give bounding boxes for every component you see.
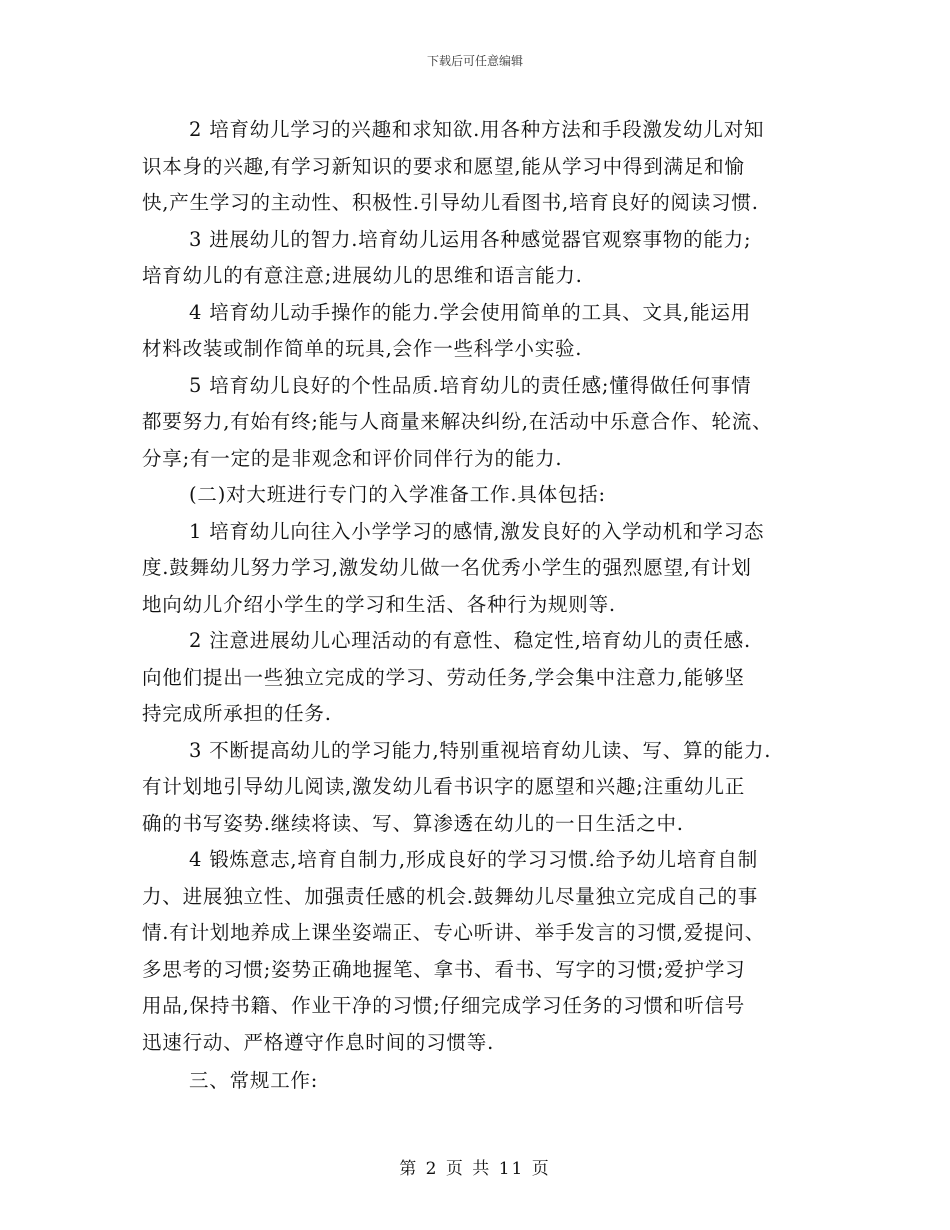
text-line: 4 培育幼儿动手操作的能力.学会使用简单的工具、文具,能运用 [189, 300, 752, 324]
text-line: 持完成所承担的任务. [142, 702, 332, 725]
text-line: 有计划地引导幼儿阅读,激发幼儿看书识字的愿望和兴趣;注重幼儿正 [142, 775, 746, 798]
text-line: 2 注意进展幼儿心理活动的有意性、稳定性,培育幼儿的责任感. [189, 629, 752, 652]
text-line: 1 培育幼儿向往入小学学习的感情,激发良好的入学动机和学习态 [189, 519, 765, 543]
text-line: 地向幼儿介绍小学生的学习和生活、各种行为规则等. [142, 592, 616, 616]
text-line: 都要努力,有始有终;能与人商量来解决纠纷,在活动中乐意合作、轮流、 [142, 410, 773, 433]
section-heading-2 [142, 477, 832, 514]
text-line: 用品,保持书籍、作业干净的习惯;仔细完成学习任务的习惯和听信号 [142, 994, 746, 1017]
paragraph-item-4 [142, 295, 832, 368]
text-line: 培育幼儿的有意注意;进展幼儿的思维和语言能力. [142, 264, 583, 287]
page-header: 下载后可任意编辑 [426, 54, 523, 68]
text-line: 向他们提出一些独立完成的学习、劳动任务,学会集中注意力,能够坚 [142, 665, 745, 689]
text-line: 2 培育幼儿学习的兴趣和求知欲.用各种方法和手段激发幼儿对知 [189, 118, 765, 141]
paragraph-item-3 [142, 222, 832, 295]
document-body [142, 112, 832, 1100]
page-footer: 第 2 页 共 11 页 [399, 1159, 551, 1179]
text-line: 分享;有一定的是非观念和评价同伴行为的能力. [142, 446, 563, 470]
paragraph-item-b3 [142, 733, 832, 843]
text-line: 情.有计划地养成上课坐姿端正、专心听讲、举手发言的习惯,爱提问、 [142, 921, 765, 944]
text-line: 度.鼓舞幼儿努力学习,激发幼儿做一名优秀小学生的强烈愿望,有计划 [142, 556, 752, 579]
text-line: 4 锻炼意志,培育自制力,形成良好的学习习惯.给予幼儿培育自制 [189, 848, 759, 871]
text-line: 力、进展独立性、加强责任感的机会.鼓舞幼儿尽量独立完成自己的事 [142, 884, 758, 908]
paragraph-item-b4 [142, 842, 832, 1061]
text-line: 确的书写姿势.继续将读、写、算渗透在幼儿的一日生活之中. [142, 811, 684, 835]
text-line: 快,产生学习的主动性、积极性.引导幼儿看图书,培育良好的阅读习惯. [142, 191, 759, 214]
text-line: 识本身的兴趣,有学习新知识的要求和愿望,能从学习中得到满足和愉 [142, 154, 745, 178]
text-line: (二)对大班进行专门的入学准备工作.具体包括: [189, 483, 606, 506]
paragraph-item-b2 [142, 623, 832, 733]
text-line: 3 不断提高幼儿的学习能力,特别重视培育幼儿读、写、算的能力. [189, 738, 772, 762]
paragraph-item-5 [142, 368, 832, 478]
paragraph-item-b1 [142, 514, 832, 624]
text-line: 三、常规工作: [189, 1069, 319, 1092]
paragraph-item-2 [142, 112, 832, 222]
text-line: 材料改装或制作简单的玩具,会作一些科学小实验. [142, 337, 583, 360]
text-line: 3 进展幼儿的智力.培育幼儿运用各种感觉器官观察事物的能力; [189, 227, 752, 251]
text-line: 5 培育幼儿良好的个性品质.培育幼儿的责任感;懂得做任何事情 [189, 373, 752, 397]
section-heading-3 [142, 1063, 832, 1100]
text-line: 迅速行动、严格遵守作息时间的习惯等. [142, 1030, 495, 1054]
text-line: 多思考的习惯;姿势正确地握笔、拿书、看书、写字的习惯;爱护学习 [142, 957, 746, 981]
